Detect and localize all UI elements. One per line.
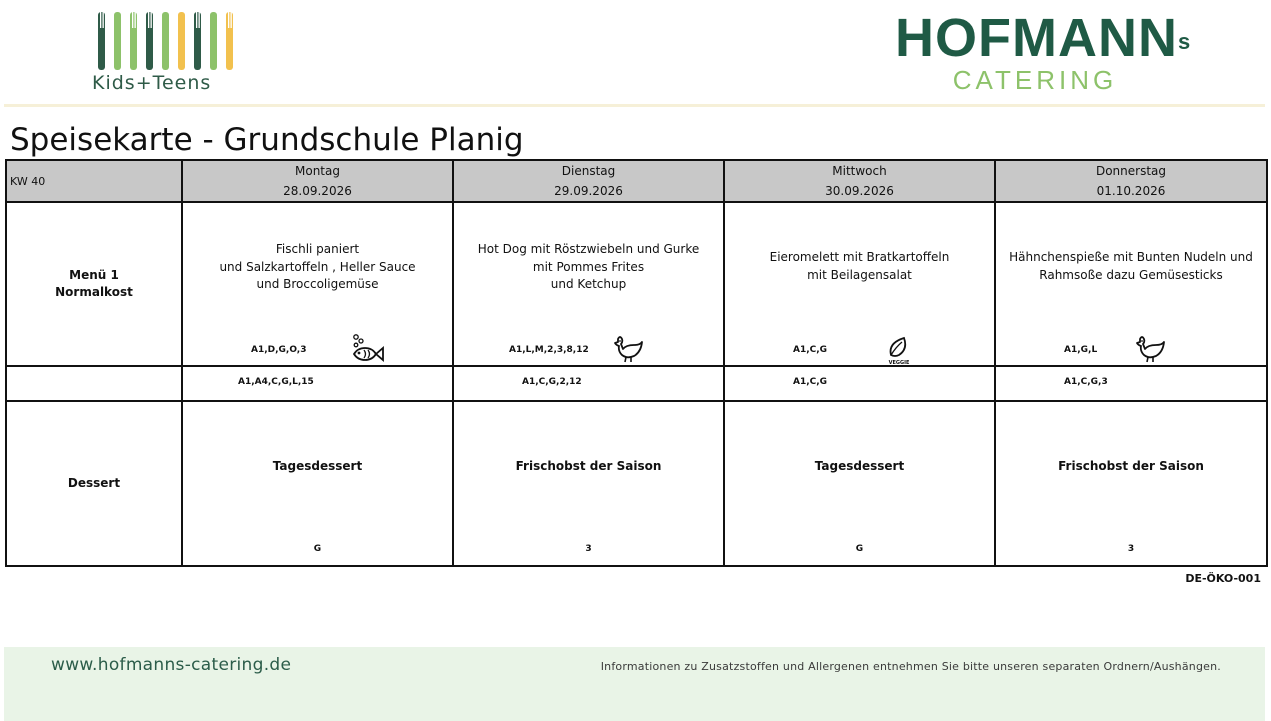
table-header-row xyxy=(6,160,1267,202)
allergen-codes: 3 xyxy=(585,544,592,554)
fish-icon xyxy=(351,333,385,363)
dessert-cell-mittwoch xyxy=(724,401,995,566)
allergen-codes: A1,C,G,2,12 xyxy=(522,377,582,387)
day-header xyxy=(182,160,453,202)
footer-url[interactable]: www.hofmanns-catering.de xyxy=(51,655,292,675)
veggie-label: VEGGIE xyxy=(888,360,910,365)
allergen-codes: G xyxy=(313,544,322,554)
brand-sup: s xyxy=(1177,29,1192,54)
dessert-label: Dessert xyxy=(6,401,182,566)
hofmanns-catering-logo xyxy=(895,8,1192,95)
veggie-leaf-icon xyxy=(886,335,912,365)
allergen-codes: 3 xyxy=(1127,544,1135,554)
dish-title: Hähnchenspieße mit Bunten Nudeln und xyxy=(1009,250,1253,264)
header-divider xyxy=(4,104,1265,107)
allergen-codes: A1,C,G,3 xyxy=(1064,377,1108,387)
chicken-icon xyxy=(1134,333,1166,363)
day-date: 01.10.2026 xyxy=(1096,184,1166,198)
dish-text xyxy=(1004,249,1258,284)
side-cell-montag xyxy=(182,366,453,401)
brand-main xyxy=(895,8,1192,68)
week-label: KW 40 xyxy=(6,160,182,202)
dessert-title: Frischobst der Saison xyxy=(1058,459,1204,473)
footer xyxy=(4,647,1265,721)
day-date: 28.09.2026 xyxy=(283,184,352,198)
footer-info: Informationen zu Zusatzstoffen und Allergenen entnehmen Sie bitte unseren separaten Ordnern/Aushängen. xyxy=(600,660,1221,673)
side-cell-dienstag xyxy=(453,366,724,401)
menu1-label xyxy=(6,202,182,366)
dish-text xyxy=(191,241,444,294)
dessert-cell-donnerstag xyxy=(995,401,1267,566)
dessert-cell-dienstag xyxy=(453,401,724,566)
cutlery-icon xyxy=(98,12,233,70)
side-cell-donnerstag xyxy=(995,366,1267,401)
day-name: Mittwoch xyxy=(832,164,887,178)
day-name: Montag xyxy=(295,164,340,178)
menu1-row xyxy=(6,202,1267,366)
chicken-icon xyxy=(612,333,644,363)
dish-title: Fischli paniert xyxy=(275,242,360,256)
dessert-row xyxy=(6,401,1267,566)
dessert-title: Tagesdessert xyxy=(272,459,363,473)
dish-text xyxy=(462,241,715,294)
page-title: Speisekarte - Grundschule Planig xyxy=(10,122,524,158)
allergen-codes: A1,C,G xyxy=(793,377,828,387)
dish-title: Hot Dog mit Röstzwiebeln und Gurke xyxy=(477,242,700,256)
day-header xyxy=(995,160,1267,202)
allergen-codes: A1,C,G xyxy=(793,345,828,355)
allergen-codes: A1,A4,C,G,L,15 xyxy=(238,377,314,387)
side-row xyxy=(6,366,1267,401)
dessert-title: Tagesdessert xyxy=(814,459,905,473)
dessert-title: Frischobst der Saison xyxy=(515,459,662,473)
dish-line3: und Broccoligemüse xyxy=(256,277,379,291)
menu1-label-line2: Normalkost xyxy=(55,285,133,299)
side-label xyxy=(6,366,182,401)
allergen-codes: A1,D,G,O,3 xyxy=(251,345,307,355)
day-date: 30.09.2026 xyxy=(825,184,894,198)
brand-name: HOFMANN xyxy=(895,8,1178,68)
allergen-codes: A1,L,M,2,3,8,12 xyxy=(509,345,589,355)
day-header xyxy=(724,160,995,202)
dish-line2: Rahmsoße dazu Gemüsesticks xyxy=(1039,267,1223,282)
menu1-cell-montag xyxy=(182,202,453,366)
dish-title: Eieromelett mit Bratkartoffeln xyxy=(769,250,950,264)
dish-text xyxy=(733,249,986,284)
dish-line2: mit Beilagensalat xyxy=(807,267,912,282)
allergen-codes: G xyxy=(855,544,864,554)
menu1-cell-dienstag xyxy=(453,202,724,366)
menu-table xyxy=(5,159,1268,567)
dish-line2: mit Pommes Frites xyxy=(532,259,645,274)
brand-sub: CATERING xyxy=(952,65,1118,95)
menu1-label-line1: Menü 1 xyxy=(69,268,119,282)
dish-line2: und Salzkartoffeln , Heller Sauce xyxy=(219,259,416,274)
kids-teens-text: Kids+Teens xyxy=(92,72,212,94)
organic-code: DE-ÖKO-001 xyxy=(1185,572,1261,585)
day-header xyxy=(453,160,724,202)
day-name: Dienstag xyxy=(561,164,616,178)
allergen-codes: A1,G,L xyxy=(1064,345,1098,355)
day-name: Donnerstag xyxy=(1095,164,1167,178)
dish-line3: und Ketchup xyxy=(550,277,627,291)
day-date: 29.09.2026 xyxy=(554,184,623,198)
dessert-cell-montag xyxy=(182,401,453,566)
side-cell-mittwoch xyxy=(724,366,995,401)
menu1-cell-donnerstag xyxy=(995,202,1267,366)
menu1-cell-mittwoch xyxy=(724,202,995,366)
